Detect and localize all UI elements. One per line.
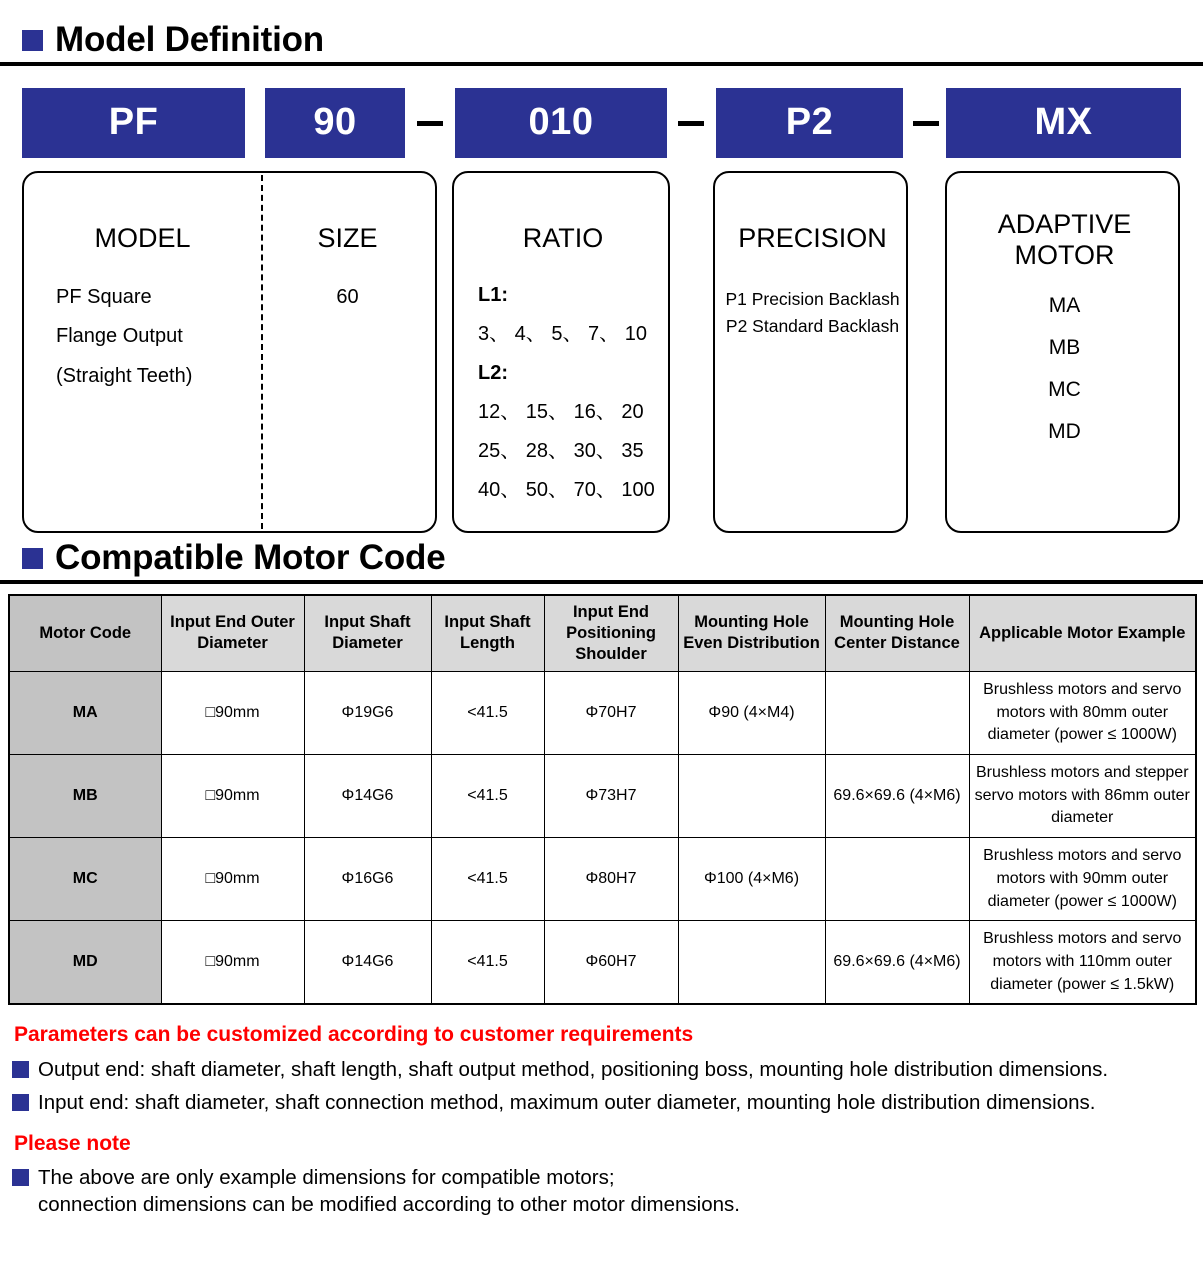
ratio-l2-label: L2: bbox=[478, 361, 508, 384]
page-title: Model Definition bbox=[55, 20, 324, 59]
cell-mounting-hole-center-distance: 69.6×69.6 (4×M6) bbox=[825, 921, 969, 1005]
compatible-motor-table-wrap bbox=[0, 594, 1203, 1006]
cell-input-end-positioning-shoulder: Φ70H7 bbox=[544, 671, 678, 754]
compatible-motor-code-section bbox=[0, 536, 1203, 1006]
model-code-separator-1 bbox=[417, 121, 443, 126]
ratio-l2-values-2: 25、 28、 30、 35 bbox=[478, 439, 644, 462]
precision-line-1: P1 Precision Backlash bbox=[725, 288, 900, 309]
model-definition-heading bbox=[0, 0, 1203, 59]
adaptive-motor-options bbox=[947, 285, 1180, 453]
model-size-box bbox=[22, 171, 437, 533]
cell-mounting-hole-center-distance bbox=[825, 838, 969, 921]
heading-divider-rule bbox=[0, 62, 1203, 66]
table-row bbox=[9, 921, 1196, 1005]
adaptive-motor-option-mc: MC bbox=[1048, 377, 1081, 401]
cell-applicable-motor-example: Brushless motors and servo motors with 80mm outer diameter (power ≤ 1000W) bbox=[969, 671, 1196, 754]
adaptive-motor-option-md: MD bbox=[1048, 419, 1081, 443]
compatible-motor-table bbox=[8, 594, 1197, 1006]
table-header-mounting-hole-center-distance: Mounting Hole Center Distance bbox=[825, 595, 969, 672]
ratio-column-body bbox=[454, 276, 670, 510]
adaptive-motor-title-line2: MOTOR bbox=[1014, 239, 1115, 270]
cell-input-shaft-diameter: Φ16G6 bbox=[304, 838, 431, 921]
note-please-note bbox=[12, 1164, 1203, 1218]
table-header-mounting-hole-even-distribution: Mounting Hole Even Distribution bbox=[678, 595, 825, 672]
cell-mounting-hole-even-distribution bbox=[678, 921, 825, 1005]
cell-motor-code: MC bbox=[9, 838, 161, 921]
table-header-input-end-positioning-shoulder: Input End Positioning Shoulder bbox=[544, 595, 678, 672]
note-input-end-text: Input end: shaft diameter, shaft connection method, maximum outer diameter, mounting hole distribution dimensions. bbox=[38, 1090, 1096, 1114]
note-output-end bbox=[12, 1056, 1203, 1083]
cell-mounting-hole-even-distribution: Φ90 (4×M4) bbox=[678, 671, 825, 754]
blue-square-bullet-icon bbox=[12, 1061, 29, 1078]
model-column-title: MODEL bbox=[94, 222, 191, 253]
ratio-column bbox=[454, 223, 670, 510]
table-header-applicable-motor-example: Applicable Motor Example bbox=[969, 595, 1196, 672]
model-code-segment-size: 90 bbox=[265, 88, 405, 158]
model-line-2: Flange Output bbox=[56, 325, 183, 348]
cell-input-end-outer-diameter: □90mm bbox=[161, 754, 304, 837]
table-header-motor-code: Motor Code bbox=[9, 595, 161, 672]
please-note-heading: Please note bbox=[14, 1131, 131, 1155]
precision-column bbox=[715, 223, 908, 340]
table-row bbox=[9, 671, 1196, 754]
precision-line-2: P2 Standard Backlash bbox=[725, 315, 900, 336]
cell-motor-code: MD bbox=[9, 921, 161, 1005]
model-code-segment-precision: P2 bbox=[716, 88, 903, 158]
model-line-1: PF Square bbox=[56, 285, 152, 308]
blue-square-bullet-icon bbox=[12, 1094, 29, 1111]
precision-column-title: PRECISION bbox=[738, 222, 887, 253]
cell-input-end-positioning-shoulder: Φ60H7 bbox=[544, 921, 678, 1005]
cell-input-shaft-length: <41.5 bbox=[431, 921, 544, 1005]
note-input-end bbox=[12, 1089, 1203, 1116]
model-definition-detail-row bbox=[0, 171, 1203, 536]
note-please-note-line2: connection dimensions can be modified according to other motor dimensions. bbox=[38, 1193, 740, 1217]
cell-mounting-hole-even-distribution bbox=[678, 754, 825, 837]
model-code-row bbox=[0, 88, 1203, 158]
ratio-l1-values: 3、 4、 5、 7、 10 bbox=[478, 322, 647, 345]
note-please-note-text bbox=[38, 1164, 740, 1218]
cell-mounting-hole-even-distribution: Φ100 (4×M6) bbox=[678, 838, 825, 921]
ratio-l2-values-3: 40、 50、 70、 100 bbox=[478, 478, 655, 501]
footer-notes bbox=[0, 1021, 1203, 1218]
cell-input-end-outer-diameter: □90mm bbox=[161, 671, 304, 754]
cell-input-shaft-diameter: Φ19G6 bbox=[304, 671, 431, 754]
table-row bbox=[9, 838, 1196, 921]
model-column bbox=[24, 223, 261, 397]
model-code-segment-ratio: 010 bbox=[455, 88, 667, 158]
blue-square-bullet-icon bbox=[12, 1169, 29, 1186]
cell-applicable-motor-example: Brushless motors and servo motors with 110mm outer diameter (power ≤ 1.5kW) bbox=[969, 921, 1196, 1005]
adaptive-motor-column bbox=[947, 209, 1180, 453]
precision-column-body bbox=[715, 286, 908, 340]
model-definition-section bbox=[0, 0, 1203, 536]
table-header-input-shaft-diameter: Input Shaft Diameter bbox=[304, 595, 431, 672]
cell-input-shaft-diameter: Φ14G6 bbox=[304, 921, 431, 1005]
note-please-note-line1: The above are only example dimensions for compatible motors; bbox=[38, 1166, 615, 1190]
blue-square-bullet-icon bbox=[22, 30, 43, 51]
size-column-title: SIZE bbox=[317, 222, 378, 253]
model-line-3: (Straight Teeth) bbox=[56, 364, 193, 387]
cell-motor-code: MB bbox=[9, 754, 161, 837]
table-header-row bbox=[9, 595, 1196, 672]
cell-mounting-hole-center-distance: 69.6×69.6 (4×M6) bbox=[825, 754, 969, 837]
model-code-separator-2 bbox=[678, 121, 704, 126]
blue-square-bullet-icon bbox=[22, 548, 43, 569]
cell-input-end-outer-diameter: □90mm bbox=[161, 838, 304, 921]
adaptive-motor-option-mb: MB bbox=[1048, 335, 1081, 359]
model-code-segment-model: PF bbox=[22, 88, 245, 158]
cell-input-shaft-diameter: Φ14G6 bbox=[304, 754, 431, 837]
model-code-separator-3 bbox=[913, 121, 939, 126]
cell-input-end-positioning-shoulder: Φ80H7 bbox=[544, 838, 678, 921]
size-column-body bbox=[261, 278, 434, 318]
size-column bbox=[261, 223, 434, 318]
cell-input-shaft-length: <41.5 bbox=[431, 754, 544, 837]
cell-applicable-motor-example: Brushless motors and servo motors with 90mm outer diameter (power ≤ 1000W) bbox=[969, 838, 1196, 921]
model-column-body bbox=[24, 278, 261, 397]
customization-heading: Parameters can be customized according to customer requirements bbox=[14, 1023, 694, 1047]
ratio-box bbox=[452, 171, 670, 533]
cell-motor-code: MA bbox=[9, 671, 161, 754]
table-header-input-shaft-length: Input Shaft Length bbox=[431, 595, 544, 672]
table-row bbox=[9, 754, 1196, 837]
cell-input-end-positioning-shoulder: Φ73H7 bbox=[544, 754, 678, 837]
table-header-input-end-outer-diameter: Input End Outer Diameter bbox=[161, 595, 304, 672]
section-title: Compatible Motor Code bbox=[55, 537, 446, 577]
size-value: 60 bbox=[336, 285, 359, 308]
note-output-end-text: Output end: shaft diameter, shaft length, shaft output method, positioning boss, mounting hole distribution dimensions. bbox=[38, 1057, 1109, 1081]
ratio-l1-label: L1: bbox=[478, 283, 508, 306]
ratio-l2-values-1: 12、 15、 16、 20 bbox=[478, 400, 644, 423]
heading-divider-rule bbox=[0, 580, 1203, 584]
adaptive-motor-title-line1: ADAPTIVE bbox=[997, 208, 1132, 239]
precision-box bbox=[713, 171, 908, 533]
adaptive-motor-option-ma: MA bbox=[1048, 293, 1081, 317]
compatible-motor-code-heading bbox=[0, 536, 1203, 577]
cell-applicable-motor-example: Brushless motors and stepper servo motors with 86mm outer diameter bbox=[969, 754, 1196, 837]
cell-input-shaft-length: <41.5 bbox=[431, 671, 544, 754]
cell-mounting-hole-center-distance bbox=[825, 671, 969, 754]
adaptive-motor-box bbox=[945, 171, 1180, 533]
ratio-column-title: RATIO bbox=[522, 222, 604, 253]
model-code-segment-adaptive-motor: MX bbox=[946, 88, 1181, 158]
cell-input-end-outer-diameter: □90mm bbox=[161, 921, 304, 1005]
cell-input-shaft-length: <41.5 bbox=[431, 838, 544, 921]
